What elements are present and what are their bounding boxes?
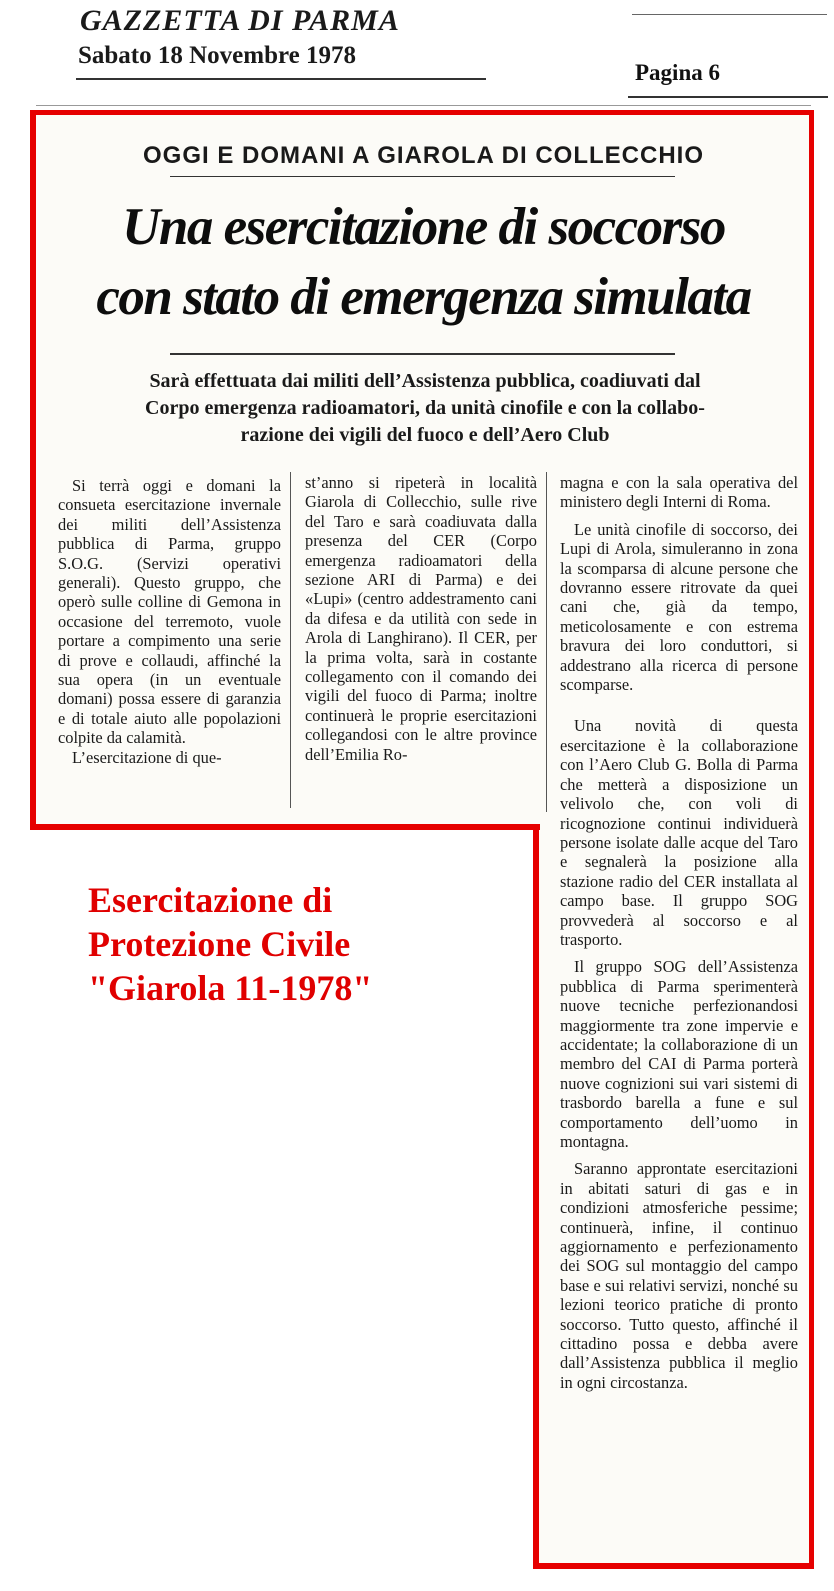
subhead-line-1: Sarà effettuata dai militi dell’Assistenza pubblica, coadiuvati dal: [149, 370, 701, 392]
top-rule: [36, 105, 811, 106]
column-2-paragraph-1: st’anno si ripeterà in località Giarola di Collecchio, sulle rive del Taro e sarà coadiuvata dalla presenza del CER (Corpo emergenza radioamatori della sezione ARI di Parma) e dei «Lupi» (centro addestramento cani da difesa e da utilità con sede in Arola di Langhirano). Il CER, per la prima volta, sarà in costante collegamento con il comando dei vigili del fuoco di Parma; inoltre continuerà le proprie esercitazioni collegandosi con le altre province dell’Emilia Ro-: [305, 473, 537, 764]
headline-line-1: Una esercitazione di soccorso: [122, 198, 725, 256]
kicker-rule: [170, 176, 675, 177]
article-subhead: [60, 368, 790, 449]
masthead-rule: [76, 78, 486, 80]
column-rule-1: [290, 472, 291, 808]
caption-line-1: Esercitazione di: [88, 880, 333, 920]
column-3-paragraph-5: Saranno approntate esercitazioni in abitati saturi di gas e in condizioni atmosferiche pessime; continuerà, infine, il continuo aggiornamento e perfezionamento dei SOG sul montaggio del campo base e sui relativi servizi, nonché su lezioni teorico pratiche di pronto soccorso. Tutto questo, affinché il cittadino possa e debba avere dall’Assistenza pubblica il meglio in ogni circostanza.: [560, 1159, 798, 1392]
subhead-line-3: razione dei vigili del fuoco e dell’Aero Club: [240, 424, 610, 446]
caption-line-3: "Giarola 11-1978": [88, 968, 373, 1008]
masthead-date: Sabato 18 Novembre 1978: [78, 42, 357, 69]
masthead-name: GAZZETTA DI PARMA: [80, 4, 400, 37]
subhead-line-2: Corpo emergenza radioamatori, da unità cinofile e con la collabo-: [145, 397, 705, 419]
headline-line-2: con stato di emergenza simulata: [96, 268, 751, 326]
page-rule: [628, 96, 828, 98]
column-rule-2: [546, 472, 547, 812]
article-headline: [36, 192, 811, 332]
page-number: Pagina 6: [635, 60, 720, 85]
article-column-1: [58, 476, 281, 767]
column-1-paragraph-1: Si terrà oggi e domani la consueta esercitazione invernale dei militi dell’Assistenza pubblica di Parma, gruppo S.O.G. (Servizi operativi generali). Questo gruppo, che operò sulle colline di Gemona in occasione del terremoto, vuole portare a compimento una serie di prove e collaudi, affinché la sua opera (in un eventuale domani) possa essere di garanzia e di totale aiuto alle popolazioni colpite da calamità.: [58, 476, 281, 748]
article-kicker: OGGI E DOMANI A GIAROLA DI COLLECCHIO: [143, 142, 704, 169]
column-1-paragraph-2: L’esercitazione di que-: [72, 747, 222, 767]
top-right-rule: [632, 14, 827, 15]
column-3-paragraph-1: magna e con la sala operativa del ministero degli Interni di Roma.: [560, 473, 798, 512]
article-column-2: [305, 473, 537, 764]
column-3-paragraph-4: Il gruppo SOG dell’Assistenza pubblica di Parma sperimenterà nuove tecniche perfezionandosi maggiormente tra zone impervie e accidentate; la collaborazione di un membro del CAI di Parma porterà nuove cognizioni sui vari sistemi di trasbordo barella a fune e sul comportamento dell’uomo in montagna.: [560, 957, 798, 1151]
red-caption: [88, 878, 508, 1010]
headline-rule: [170, 353, 675, 355]
column-3-paragraph-3: Una novità di questa esercitazione è la collaborazione con l’Aero Club G. Bolla di Parma che metterà a disposizione un velivolo che, con voli di ricognozione continui individuerà persone isolate dalle acque del Taro e segnalerà la posizione alla stazione radio del CER installata al campo base. Il gruppo SOG provvederà al soccorso e al trasporto.: [560, 716, 798, 949]
column-3-paragraph-2: Le unità cinofile di soccorso, dei Lupi di Arola, simuleranno in zona la scomparsa di alcune persone che dovranno essere ritrovate da quei cani che, già da tempo, meticolosamente e con estrema bravura dei loro conduttori, si addestrano alla ricerca di persone scomparse.: [560, 519, 798, 695]
article-column-3: [560, 473, 798, 1392]
caption-line-2: Protezione Civile: [88, 924, 351, 964]
